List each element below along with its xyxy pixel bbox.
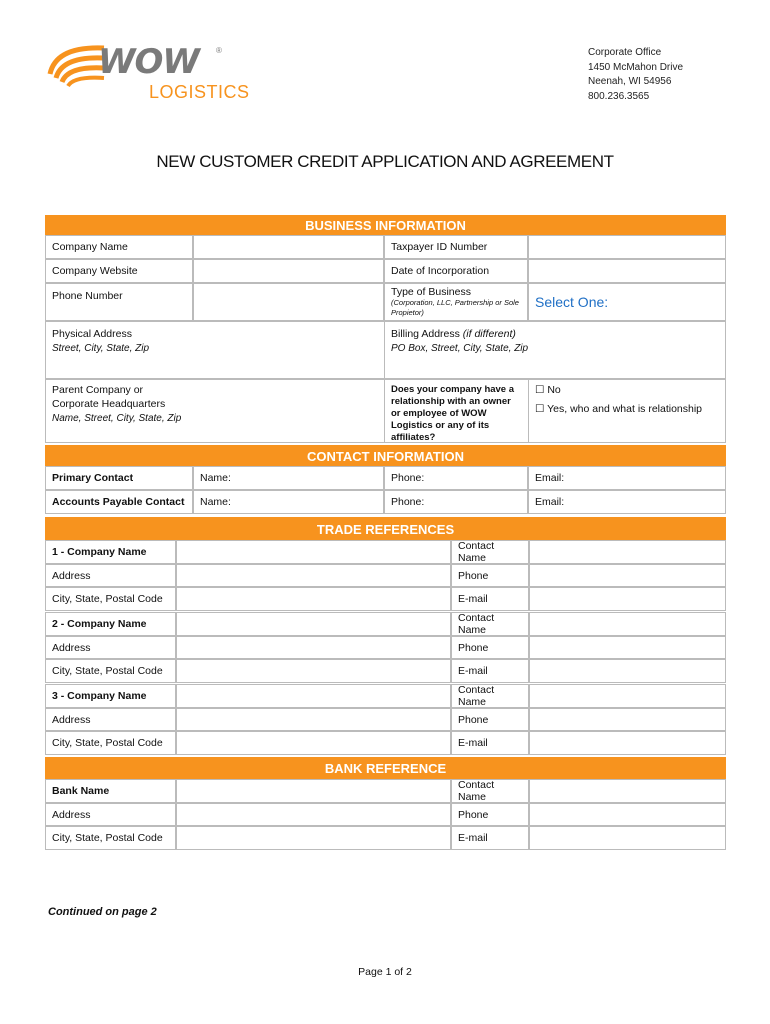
bank-email-field[interactable] [529,826,726,850]
trade-references-heading: TRADE REFERENCES [45,517,726,540]
type-of-business-select[interactable]: Select One: [528,283,726,321]
trade-ref-2-email-field[interactable] [529,659,726,683]
bank-phone-label: Phone [451,803,529,826]
accounts-payable-phone-field[interactable]: Phone: [384,490,528,514]
trade-ref-1-company-field[interactable] [176,540,451,564]
company-website-label: Company Website [45,259,193,283]
trade-ref-3-contact-label: Contact Name [451,684,529,708]
trade-ref-2-contact-field[interactable] [529,612,726,636]
physical-address-label: Physical Address [52,328,132,340]
parent-company-label: Parent Company or [52,384,144,396]
trade-ref-1-contact-field[interactable] [529,540,726,564]
company-name-label: Company Name [45,235,193,259]
date-of-incorporation-label: Date of Incorporation [384,259,528,283]
type-of-business-note: (Corporation, LLC, Partnership or Sole Propietor) [391,298,519,317]
accounts-payable-email-field[interactable]: Email: [528,490,726,514]
page-header [0,0,770,120]
physical-address-sub: Street, City, State, Zip [52,343,150,354]
logo-swoosh-icon [46,40,106,88]
bank-name-field[interactable] [176,779,451,803]
trade-ref-3-city-field[interactable] [176,731,451,755]
contact-information-heading: CONTACT INFORMATION [45,445,726,466]
phone-number-field[interactable] [193,283,384,321]
trade-ref-1-address-label: Address [45,564,176,587]
parent-company-label-2: Corporate Headquarters [52,398,166,410]
document-title: NEW CUSTOMER CREDIT APPLICATION AND AGREEMENT [156,152,614,171]
continued-note: Continued on page 2 [48,906,157,918]
relationship-question: Does your company have a relationship with an owner or employee of WOW Logistics or any of its affiliates? [384,379,528,443]
bank-contact-field[interactable] [529,779,726,803]
company-website-field[interactable] [193,259,384,283]
logo-wow-text: WOW [98,42,199,82]
relationship-no-checkbox[interactable]: ☐ No [535,384,561,396]
trade-ref-1-phone-label: Phone [451,564,529,587]
trade-ref-3-contact-field[interactable] [529,684,726,708]
corporate-address [588,46,683,104]
company-name-field[interactable] [193,235,384,259]
trade-ref-1-contact-label: Contact Name [451,540,529,564]
bank-address-field[interactable] [176,803,451,826]
billing-address-block[interactable] [384,321,726,379]
trade-ref-3-city-label: City, State, Postal Code [45,731,176,755]
taxpayer-id-field[interactable] [528,235,726,259]
trade-ref-3-address-label: Address [45,708,176,731]
trade-ref-1-company-label: 1 - Company Name [45,540,176,564]
taxpayer-id-label: Taxpayer ID Number [384,235,528,259]
trade-ref-2-email-label: E-mail [451,659,529,683]
business-information-heading: BUSINESS INFORMATION [45,215,726,235]
trade-ref-1-email-label: E-mail [451,587,529,611]
trade-ref-2-address-field[interactable] [176,636,451,659]
address-line: 800.236.3565 [588,90,650,102]
trade-ref-2-company-label: 2 - Company Name [45,612,176,636]
accounts-payable-name-field[interactable]: Name: [193,490,384,514]
trade-ref-3-company-field[interactable] [176,684,451,708]
parent-company-block[interactable] [45,379,384,443]
trade-ref-3-phone-field[interactable] [529,708,726,731]
trade-ref-3-address-field[interactable] [176,708,451,731]
address-line: 1450 McMahon Drive [588,61,684,73]
bank-email-label: E-mail [451,826,529,850]
trade-ref-1-city-field[interactable] [176,587,451,611]
bank-address-label: Address [45,803,176,826]
trade-ref-2-city-field[interactable] [176,659,451,683]
trade-ref-3-email-field[interactable] [529,731,726,755]
bank-city-label: City, State, Postal Code [45,826,176,850]
physical-address-block[interactable] [45,321,384,379]
page-number: Page 1 of 2 [358,966,412,978]
trade-ref-3-company-label: 3 - Company Name [45,684,176,708]
trade-ref-3-email-label: E-mail [451,731,529,755]
billing-address-label: Billing Address (if different) [391,328,516,340]
parent-company-sub: Name, Street, City, State, Zip [52,413,182,424]
trade-ref-2-contact-label: Contact Name [451,612,529,636]
primary-contact-name-field[interactable]: Name: [193,466,384,490]
bank-contact-label: Contact Name [451,779,529,803]
date-of-incorporation-field[interactable] [528,259,726,283]
primary-contact-label: Primary Contact [45,466,193,490]
trade-ref-2-city-label: City, State, Postal Code [45,659,176,683]
primary-contact-email-field[interactable]: Email: [528,466,726,490]
trade-ref-1-city-label: City, State, Postal Code [45,587,176,611]
bank-reference-heading: BANK REFERENCE [45,757,726,779]
relationship-options [528,379,726,443]
trade-ref-2-phone-field[interactable] [529,636,726,659]
trade-ref-1-address-field[interactable] [176,564,451,587]
trade-ref-3-phone-label: Phone [451,708,529,731]
accounts-payable-contact-label: Accounts Payable Contact [45,490,193,514]
wow-logistics-logo [46,40,250,104]
trade-ref-1-email-field[interactable] [529,587,726,611]
trade-ref-2-address-label: Address [45,636,176,659]
bank-phone-field[interactable] [529,803,726,826]
trade-ref-1-phone-field[interactable] [529,564,726,587]
bank-name-label: Bank Name [45,779,176,803]
trade-ref-2-company-field[interactable] [176,612,451,636]
type-of-business-label: Type of Business (Corporation, LLC, Partnership or Sole Propietor) [384,283,528,321]
address-line: Neenah, WI 54956 [588,76,672,87]
relationship-yes-checkbox[interactable]: ☐ Yes, who and what is relationship [535,403,703,415]
logo-logistics-text: LOGISTICS [149,82,250,102]
billing-address-sub: PO Box, Street, City, State, Zip [391,343,529,354]
primary-contact-phone-field[interactable]: Phone: [384,466,528,490]
bank-city-field[interactable] [176,826,451,850]
logo-registered-mark: ® [216,46,222,55]
trade-ref-2-phone-label: Phone [451,636,529,659]
address-line: Corporate Office [588,47,662,58]
phone-number-label: Phone Number [45,283,193,321]
